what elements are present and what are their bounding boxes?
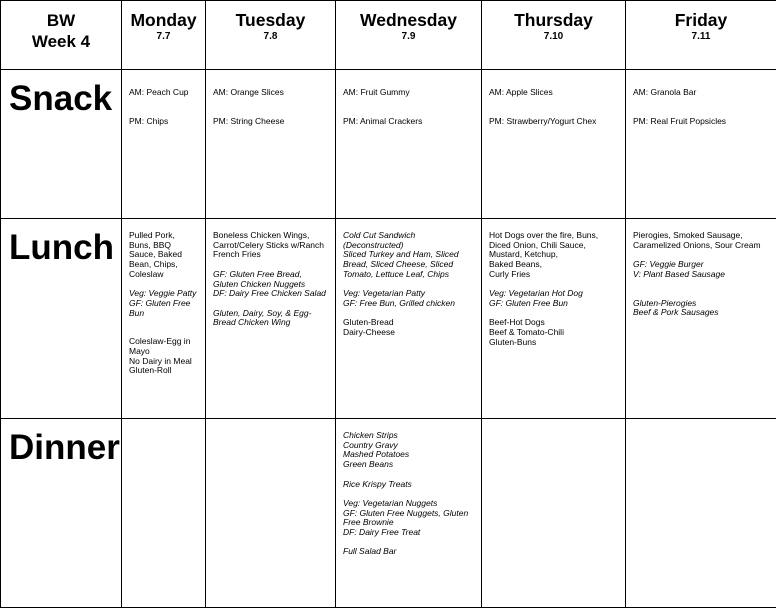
- lunch-main: Hot Dogs over the fire, Buns, Diced Onion, Chili Sauce, Mustard, Ketchup,: [489, 231, 618, 260]
- day-header-thursday: [482, 1, 626, 70]
- allergen-note: Gluten-Bread: [343, 318, 474, 328]
- snack-pm: PM: Strawberry/Yogurt Chex: [489, 117, 618, 127]
- day-date: 7.7: [122, 31, 205, 43]
- lunch-main: French Fries: [213, 250, 328, 260]
- dinner-cell-friday: [626, 419, 776, 608]
- lunch-cell-friday: [626, 219, 776, 419]
- dinner-cell-wednesday: [336, 419, 482, 608]
- allergen-note: Gluten-Pierogies: [633, 299, 769, 309]
- snack-pm: PM: Animal Crackers: [343, 117, 474, 127]
- meal-label-snack: Snack: [1, 70, 122, 219]
- lunch-gf-option: GF: Gluten Free Bread, Gluten Chicken Nuggets: [213, 270, 328, 289]
- lunch-v-option: V: Plant Based Sausage: [633, 270, 769, 280]
- lunch-cell-thursday: [482, 219, 626, 419]
- day-name: Wednesday: [336, 1, 481, 30]
- day-name: Friday: [626, 1, 776, 30]
- dinner-cell-thursday: [482, 419, 626, 608]
- day-date: 7.10: [482, 31, 625, 43]
- lunch-main: Boneless Chicken Wings, Carrot/Celery Sticks w/Ranch: [213, 231, 328, 250]
- snack-am: AM: Orange Slices: [213, 88, 328, 98]
- lunch-gf-option: GF: Free Bun, Grilled chicken: [343, 299, 474, 309]
- allergen-note: Dairy-Cheese: [343, 328, 474, 338]
- lunch-veg-option: Veg: Vegetarian Hot Dog: [489, 289, 618, 299]
- dinner-item: Country Gravy: [343, 441, 474, 451]
- meal-label-lunch: Lunch: [1, 219, 122, 419]
- dinner-item: Mashed Potatoes: [343, 450, 474, 460]
- allergen-note: Beef & Tomato-Chili: [489, 328, 618, 338]
- meal-label-dinner: Dinner: [1, 419, 122, 608]
- dinner-item: Chicken Strips: [343, 431, 474, 441]
- day-header-monday: [122, 1, 206, 70]
- snack-pm: PM: String Cheese: [213, 117, 328, 127]
- lunch-gf-option: GF: Gluten Free Bun: [129, 299, 198, 318]
- lunch-main: Baked Beans,: [489, 260, 618, 270]
- day-name: Monday: [122, 1, 205, 30]
- snack-row: [1, 70, 776, 219]
- allergen-note: Beef-Hot Dogs: [489, 318, 618, 328]
- day-header-wednesday: [336, 1, 482, 70]
- lunch-veg-option: Veg: Veggie Patty: [129, 289, 198, 299]
- allergen-note: Coleslaw-Egg in Mayo: [129, 337, 198, 356]
- lunch-main: Sliced Turkey and Ham, Sliced Bread, Sliced Cheese, Sliced Tomato, Lettuce Leaf, Chips: [343, 250, 474, 279]
- dinner-df-option: DF: Dairy Free Treat: [343, 528, 474, 538]
- allergen-note: Gluten-Roll: [129, 366, 198, 376]
- lunch-main: Cold Cut Sandwich (Deconstructed): [343, 231, 474, 250]
- day-header-friday: [626, 1, 776, 70]
- snack-cell-wednesday: [336, 70, 482, 219]
- snack-am: AM: Peach Cup: [129, 88, 198, 98]
- week-label-line1: BW: [1, 10, 121, 31]
- day-header-tuesday: [206, 1, 336, 70]
- allergen-note: Gluten, Dairy, Soy, & Egg-Bread Chicken Wing: [213, 309, 328, 328]
- allergen-note: No Dairy in Meal: [129, 357, 198, 367]
- dinner-item: Green Beans: [343, 460, 474, 470]
- lunch-gf-option: GF: Gluten Free Bun: [489, 299, 618, 309]
- dinner-dessert: Rice Krispy Treats: [343, 480, 474, 490]
- lunch-main: Pierogies, Smoked Sausage, Caramelized Onions, Sour Cream: [633, 231, 769, 250]
- day-date: 7.9: [336, 31, 481, 43]
- day-name: Thursday: [482, 1, 625, 30]
- snack-am: AM: Apple Slices: [489, 88, 618, 98]
- day-name: Tuesday: [206, 1, 335, 30]
- lunch-row: [1, 219, 776, 419]
- dinner-veg-option: Veg: Vegetarian Nuggets: [343, 499, 474, 509]
- week-label-line2: Week 4: [1, 31, 121, 52]
- dinner-cell-monday: [122, 419, 206, 608]
- header-row: [1, 1, 776, 70]
- dinner-gf-option: GF: Gluten Free Nuggets, Gluten Free Brownie: [343, 509, 474, 528]
- day-date: 7.8: [206, 31, 335, 43]
- lunch-veg-option: Veg: Vegetarian Patty: [343, 289, 474, 299]
- dinner-salad: Full Salad Bar: [343, 547, 474, 557]
- snack-cell-monday: [122, 70, 206, 219]
- dinner-row: [1, 419, 776, 608]
- lunch-main: Curly Fries: [489, 270, 618, 280]
- allergen-note: Beef & Pork Sausages: [633, 308, 769, 318]
- snack-cell-thursday: [482, 70, 626, 219]
- lunch-gf-option: GF: Veggie Burger: [633, 260, 769, 270]
- snack-cell-tuesday: [206, 70, 336, 219]
- allergen-note: Gluten-Buns: [489, 338, 618, 348]
- lunch-df-option: DF: Dairy Free Chicken Salad: [213, 289, 328, 299]
- lunch-cell-monday: [122, 219, 206, 419]
- snack-am: AM: Fruit Gummy: [343, 88, 474, 98]
- week-label: [1, 1, 122, 70]
- snack-pm: PM: Real Fruit Popsicles: [633, 117, 769, 127]
- snack-am: AM: Granola Bar: [633, 88, 769, 98]
- snack-pm: PM: Chips: [129, 117, 198, 127]
- lunch-cell-tuesday: [206, 219, 336, 419]
- day-date: 7.11: [626, 31, 776, 43]
- lunch-cell-wednesday: [336, 219, 482, 419]
- lunch-main: Pulled Pork, Buns, BBQ Sauce, Baked Bean, Chips, Coleslaw: [129, 231, 198, 280]
- snack-cell-friday: [626, 70, 776, 219]
- dinner-cell-tuesday: [206, 419, 336, 608]
